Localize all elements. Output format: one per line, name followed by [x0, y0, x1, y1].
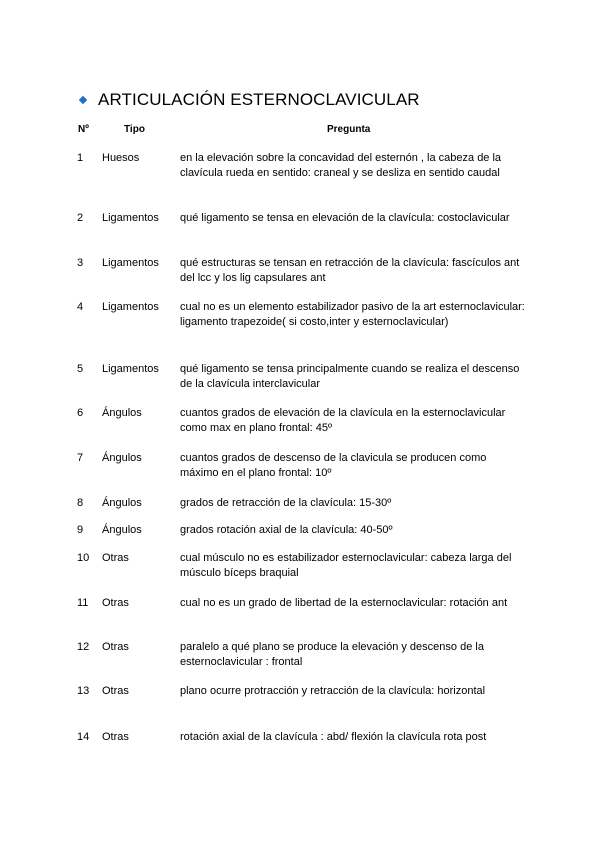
row-question: qué ligamento se tensa en elevación de la clavícula: costoclavicular — [180, 212, 510, 224]
row-number: 5 — [77, 363, 84, 375]
row-question: grados de retracción de la clavícula: 15-30º — [180, 497, 392, 509]
row-number: 8 — [77, 497, 84, 509]
row-type: Huesos — [102, 152, 140, 164]
row-number: 1 — [77, 152, 84, 164]
row-question: cuantos grados de descenso de la clavicula se producen como máximo en el plano frontal: 10º — [180, 452, 487, 479]
row-type: Ángulos — [102, 524, 142, 536]
row-type: Ligamentos — [102, 363, 159, 375]
row-type: Ángulos — [102, 497, 142, 509]
row-number: 12 — [77, 641, 90, 653]
row-number: 9 — [77, 524, 84, 536]
row-number: 10 — [77, 552, 90, 564]
row-type: Ángulos — [102, 407, 142, 419]
row-number: 2 — [77, 212, 84, 224]
row-type: Otras — [102, 641, 129, 653]
header-number: Nº — [78, 124, 89, 135]
row-number: 13 — [77, 685, 90, 697]
row-type: Ángulos — [102, 452, 142, 464]
row-question: cual no es un grado de libertad de la esternoclavicular: rotación ant — [180, 597, 508, 609]
row-number: 11 — [77, 597, 89, 609]
row-question: plano ocurre protracción y retracción de la clavícula: horizontal — [180, 685, 486, 697]
row-question: paralelo a qué plano se produce la elevación y descenso de la esternoclavicular : frontal — [180, 641, 484, 668]
row-type: Ligamentos — [102, 301, 159, 313]
row-question: en la elevación sobre la concavidad del esternón , la cabeza de la clavícula rueda en sentido: craneal y se desliza en sentido caudal — [180, 152, 502, 179]
row-question: grados rotación axial de la clavícula: 40-50º — [180, 524, 393, 536]
row-type: Otras — [102, 597, 129, 609]
row-number: 4 — [77, 301, 84, 313]
row-number: 6 — [77, 407, 84, 419]
row-type: Otras — [102, 731, 129, 743]
row-number: 3 — [77, 257, 84, 269]
row-type: Otras — [102, 685, 129, 697]
row-type: Ligamentos — [102, 212, 159, 224]
row-question: qué ligamento se tensa principalmente cuando se realiza el descenso de la clavícula interclavicular — [180, 363, 520, 390]
header-type: Tipo — [124, 124, 145, 135]
header-question: Pregunta — [327, 124, 371, 135]
row-number: 14 — [77, 731, 90, 743]
row-type: Otras — [102, 552, 129, 564]
title-row — [78, 90, 420, 110]
row-type: Ligamentos — [102, 257, 159, 269]
row-number: 7 — [77, 452, 84, 464]
row-question: rotación axial de la clavícula : abd/ flexión la clavícula rota post — [180, 731, 487, 743]
document-title: ARTICULACIÓN ESTERNOCLAVICULAR — [98, 90, 420, 109]
row-question: cual músculo no es estabilizador esternoclavicular: cabeza larga del músculo bíceps braquial — [180, 552, 512, 579]
row-question: cual no es un elemento estabilizador pasivo de la art esternoclavicular: ligamento trapezoide( si costo,inter y esternoclavicular) — [180, 301, 525, 328]
row-question: cuantos grados de elevación de la clavícula en la esternoclavicular como max en plano frontal: 45º — [180, 407, 506, 434]
row-question: qué estructuras se tensan en retracción de la clavícula: fascículos ant del lcc y los lig capsulares ant — [180, 257, 520, 284]
diamond-bullet-icon — [79, 96, 87, 104]
